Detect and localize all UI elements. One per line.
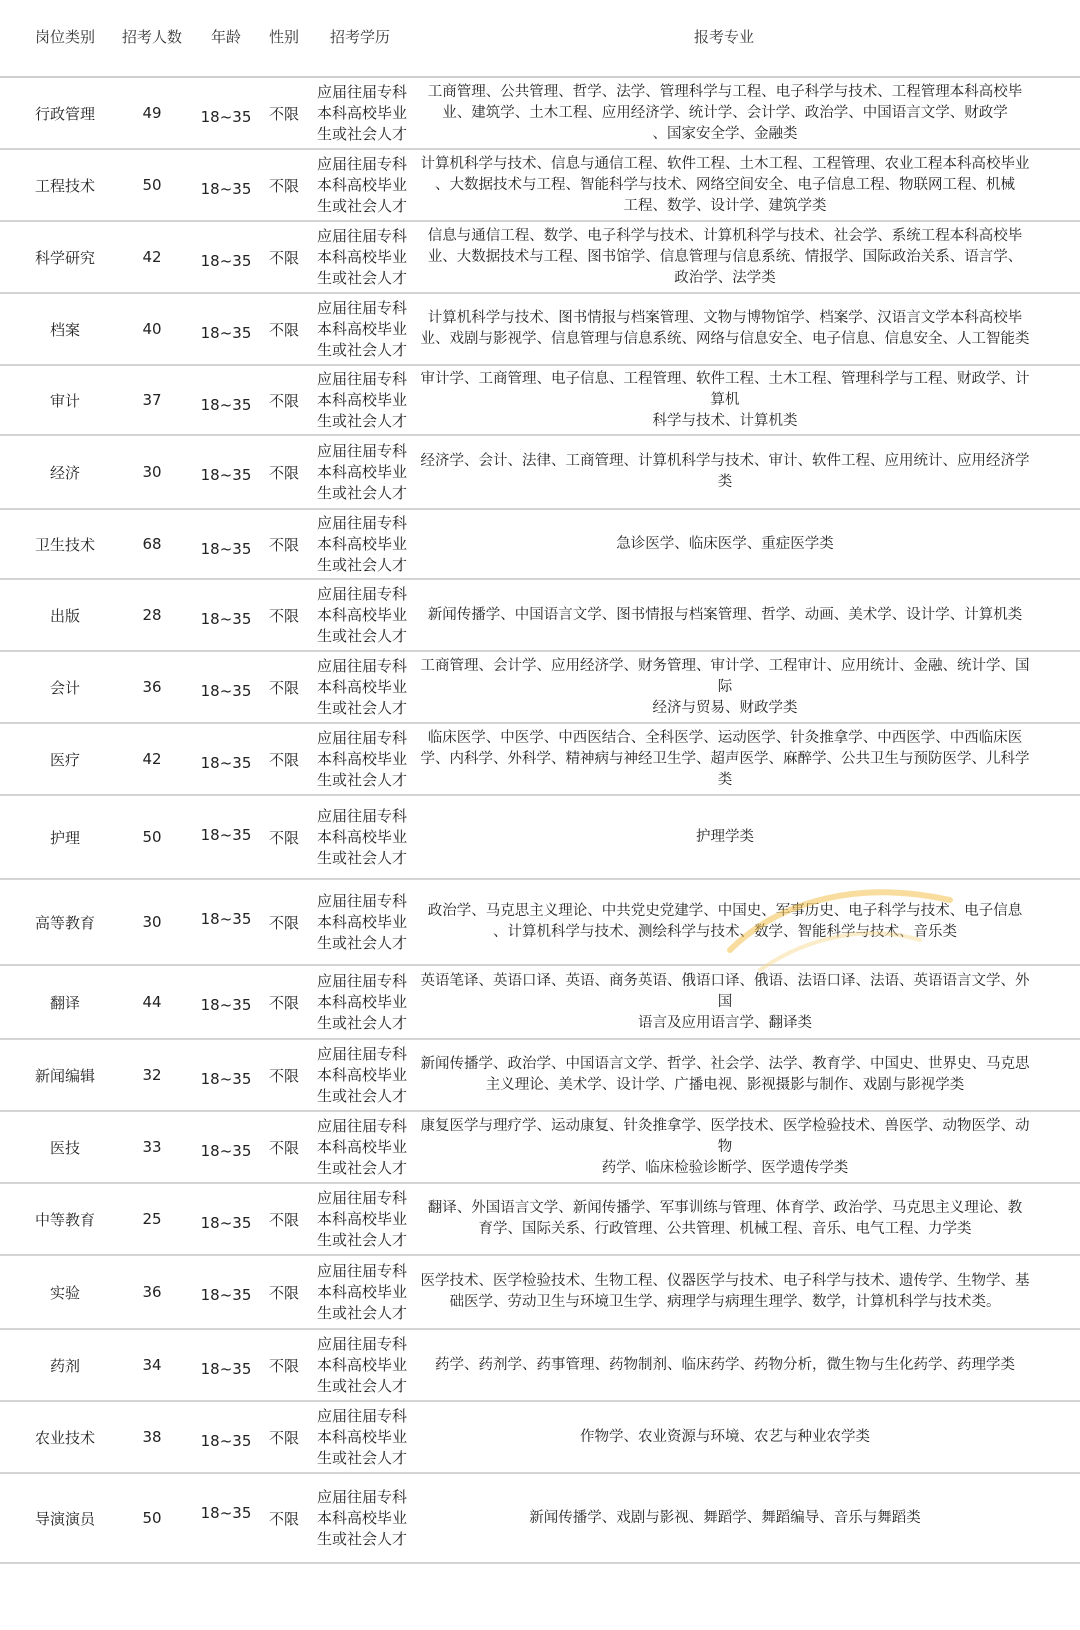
- cell-education: [312, 294, 412, 364]
- table-row: [0, 294, 1080, 366]
- education-text: 应届往届专科 本科高校毕业 生或社会人才: [316, 298, 407, 359]
- table-row: [0, 78, 1080, 150]
- cell-major: [418, 150, 1032, 220]
- major-text: 作物学、农业资源与环境、农艺与种业农学类: [580, 1428, 870, 1445]
- major-text: 药学、药剂学、药事管理、药物制剂、临床药学、药物分析，微生物与生化药学、药理学类: [435, 1356, 1015, 1373]
- cell-education: [312, 1402, 412, 1472]
- cell-type: 高等教育: [34, 913, 95, 932]
- cell-age: 18~35: [200, 252, 252, 270]
- cell-gender: 不限: [268, 1138, 299, 1157]
- cell-gender: 不限: [268, 678, 299, 697]
- cell-age: 18~35: [200, 996, 252, 1014]
- cell-education: [312, 580, 412, 650]
- cell-education: [312, 222, 412, 292]
- cell-count: 34: [142, 1356, 162, 1374]
- cell-type: 经济: [49, 463, 80, 482]
- cell-education: [312, 1184, 412, 1254]
- header-major: 报考专业: [693, 28, 754, 46]
- cell-major: [418, 1402, 1032, 1472]
- cell-count: 50: [142, 828, 162, 846]
- table-row: [0, 796, 1080, 880]
- cell-major: [418, 1330, 1032, 1400]
- cell-age: 18~35: [200, 1214, 252, 1232]
- cell-type: 农业技术: [34, 1428, 95, 1447]
- cell-count: 33: [142, 1138, 162, 1156]
- cell-major: [418, 1184, 1032, 1254]
- cell-gender: 不限: [268, 1066, 299, 1085]
- major-text: 计算机科学与技术、图书情报与档案管理、文物与博物馆学、档案学、汉语言文学本科高校毕 业、戏剧与影视学、信息管理与信息系统、网络与信息安全、电子信息、信息安全、人工智能类: [420, 310, 1030, 347]
- major-text: 翻译、外国语言文学、新闻传播学、军事训练与管理、体育学、政治学、马克思主义理论、教 育学、国际关系、行政管理、公共管理、机械工程、音乐、电气工程、力学类: [427, 1200, 1023, 1237]
- cell-age: 18~35: [200, 1070, 252, 1088]
- major-text: 康复医学与理疗学、运动康复、针灸推拿学、医学技术、医学检验技术、兽医学、动物医学、动物 药学、临床检验诊断学、医学遗传学类: [420, 1117, 1030, 1176]
- education-text: 应届往届专科 本科高校毕业 生或社会人才: [316, 1116, 407, 1177]
- cell-type: 中等教育: [34, 1210, 95, 1229]
- cell-type: 工程技术: [34, 176, 95, 195]
- cell-education: [312, 1112, 412, 1182]
- cell-age: 18~35: [200, 910, 252, 928]
- table-row: [0, 1330, 1080, 1402]
- cell-count: 30: [142, 913, 162, 931]
- cell-education: [312, 366, 412, 434]
- cell-type: 翻译: [49, 993, 80, 1012]
- major-text: 工商管理、公共管理、哲学、法学、管理科学与工程、电子科学与技术、工程管理本科高校毕 业、建筑学、土木工程、应用经济学、统计学、会计学、政治学、中国语言文学、财政学 、国家安全学、金融类: [427, 83, 1023, 142]
- cell-gender: 不限: [268, 248, 299, 267]
- cell-count: 36: [142, 1283, 162, 1301]
- cell-count: 50: [142, 1509, 162, 1527]
- cell-gender: 不限: [268, 993, 299, 1012]
- cell-gender: 不限: [268, 913, 299, 932]
- cell-age: 18~35: [200, 826, 252, 844]
- cell-major: [418, 1112, 1032, 1182]
- cell-gender: 不限: [268, 1210, 299, 1229]
- cell-education: [312, 150, 412, 220]
- education-text: 应届往届专科 本科高校毕业 生或社会人才: [316, 82, 407, 143]
- header-education: 招考学历: [329, 28, 390, 46]
- cell-major: [418, 436, 1032, 508]
- cell-count: 30: [142, 463, 162, 481]
- cell-count: 32: [142, 1066, 162, 1084]
- cell-count: 50: [142, 176, 162, 194]
- cell-major: [418, 580, 1032, 650]
- cell-major: [418, 880, 1032, 964]
- table-row: [0, 1402, 1080, 1474]
- table-row: [0, 150, 1080, 222]
- cell-major: [418, 1040, 1032, 1110]
- major-text: 政治学、马克思主义理论、中共党史党建学、中国史、军事历史、电子科学与技术、电子信息 、计算机科学与技术、测绘科学与技术、数学、智能科学与技术、音乐类: [427, 903, 1023, 940]
- major-text: 护理学类: [696, 828, 754, 845]
- cell-age: 18~35: [200, 108, 252, 126]
- education-text: 应届往届专科 本科高校毕业 生或社会人才: [316, 1406, 407, 1467]
- table-row: [0, 880, 1080, 966]
- table-row: [0, 1040, 1080, 1112]
- cell-count: 28: [142, 606, 162, 624]
- cell-gender: 不限: [268, 320, 299, 339]
- cell-education: [312, 1040, 412, 1110]
- cell-type: 卫生技术: [34, 535, 95, 554]
- cell-type: 科学研究: [34, 248, 95, 267]
- cell-education: [312, 510, 412, 578]
- major-text: 审计学、工商管理、电子信息、工程管理、软件工程、土木工程、管理科学与工程、财政学、计算机 科学与技术、计算机类: [420, 370, 1030, 429]
- cell-major: [418, 652, 1032, 722]
- cell-count: 38: [142, 1428, 162, 1446]
- table-row: [0, 724, 1080, 796]
- cell-gender: 不限: [268, 1356, 299, 1375]
- cell-type: 医疗: [49, 750, 80, 769]
- cell-major: [418, 966, 1032, 1038]
- cell-age: 18~35: [200, 682, 252, 700]
- education-text: 应届往届专科 本科高校毕业 生或社会人才: [316, 1334, 407, 1395]
- table-row: [0, 1184, 1080, 1256]
- cell-age: 18~35: [200, 324, 252, 342]
- cell-count: 40: [142, 320, 162, 338]
- cell-type: 实验: [49, 1283, 80, 1302]
- cell-count: 25: [142, 1210, 162, 1228]
- education-text: 应届往届专科 本科高校毕业 生或社会人才: [316, 1044, 407, 1105]
- major-text: 医学技术、医学检验技术、生物工程、仪器医学与技术、电子科学与技术、遗传学、生物学、基 础医学、劳动卫生与环境卫生学、病理学与病理生理学、数学，计算机科学与技术类。: [420, 1273, 1030, 1310]
- cell-education: [312, 1474, 412, 1562]
- cell-age: 18~35: [200, 1360, 252, 1378]
- cell-type: 医技: [49, 1138, 80, 1157]
- education-text: 应届往届专科 本科高校毕业 生或社会人才: [316, 806, 407, 867]
- table-row: [0, 510, 1080, 580]
- cell-age: 18~35: [200, 396, 252, 414]
- education-text: 应届往届专科 本科高校毕业 生或社会人才: [316, 1261, 407, 1322]
- major-text: 临床医学、中医学、中西医结合、全科医学、运动医学、针灸推拿学、中西医学、中西临床医 学、内科学、外科学、精神病与神经卫生学、超声医学、麻醉学、公共卫生与预防医学、儿科学 类: [420, 729, 1030, 788]
- cell-count: 68: [142, 535, 162, 553]
- table-row: [0, 1256, 1080, 1330]
- cell-gender: 不限: [268, 606, 299, 625]
- cell-gender: 不限: [268, 1509, 299, 1528]
- education-text: 应届往届专科 本科高校毕业 生或社会人才: [316, 656, 407, 717]
- cell-age: 18~35: [200, 180, 252, 198]
- cell-major: [418, 510, 1032, 578]
- cell-age: 18~35: [200, 610, 252, 628]
- cell-type: 行政管理: [34, 104, 95, 123]
- education-text: 应届往届专科 本科高校毕业 生或社会人才: [316, 1487, 407, 1548]
- table-row: [0, 366, 1080, 436]
- cell-gender: 不限: [268, 750, 299, 769]
- cell-major: [418, 1256, 1032, 1328]
- cell-type: 审计: [49, 391, 80, 410]
- cell-gender: 不限: [268, 104, 299, 123]
- education-text: 应届往届专科 本科高校毕业 生或社会人才: [316, 369, 407, 430]
- cell-age: 18~35: [200, 1142, 252, 1160]
- major-text: 新闻传播学、政治学、中国语言文学、哲学、社会学、法学、教育学、中国史、世界史、马克思 主义理论、美术学、设计学、广播电视、影视摄影与制作、戏剧与影视学类: [420, 1056, 1030, 1093]
- cell-type: 新闻编辑: [34, 1066, 95, 1085]
- education-text: 应届往届专科 本科高校毕业 生或社会人才: [316, 1188, 407, 1249]
- table-row: [0, 580, 1080, 652]
- cell-education: [312, 796, 412, 878]
- cell-major: [418, 222, 1032, 292]
- major-text: 急诊医学、临床医学、重症医学类: [616, 535, 834, 552]
- table-row: [0, 652, 1080, 724]
- cell-type: 会计: [49, 678, 80, 697]
- education-text: 应届往届专科 本科高校毕业 生或社会人才: [316, 441, 407, 502]
- cell-education: [312, 1256, 412, 1328]
- cell-age: 18~35: [200, 754, 252, 772]
- cell-major: [418, 78, 1032, 148]
- cell-education: [312, 1330, 412, 1400]
- cell-count: 36: [142, 678, 162, 696]
- table-row: [0, 1112, 1080, 1184]
- cell-type: 护理: [49, 828, 80, 847]
- cell-age: 18~35: [200, 1432, 252, 1450]
- cell-count: 37: [142, 391, 162, 409]
- cell-age: 18~35: [200, 1504, 252, 1522]
- education-text: 应届往届专科 本科高校毕业 生或社会人才: [316, 513, 407, 574]
- cell-education: [312, 966, 412, 1038]
- header-type: 岗位类别: [34, 28, 95, 46]
- education-text: 应届往届专科 本科高校毕业 生或社会人才: [316, 891, 407, 952]
- cell-major: [418, 724, 1032, 794]
- cell-education: [312, 724, 412, 794]
- major-text: 工商管理、会计学、应用经济学、财务管理、审计学、工程审计、应用统计、金融、统计学、国际 经济与贸易、财政学类: [420, 657, 1030, 716]
- header-count: 招考人数: [121, 28, 182, 46]
- education-text: 应届往届专科 本科高校毕业 生或社会人才: [316, 971, 407, 1032]
- major-text: 经济学、会计、法律、工商管理、计算机科学与技术、审计、软件工程、应用统计、应用经济学 类: [420, 453, 1030, 490]
- cell-major: [418, 366, 1032, 434]
- cell-type: 导演演员: [34, 1509, 95, 1528]
- cell-major: [418, 796, 1032, 878]
- cell-gender: 不限: [268, 176, 299, 195]
- table-row: [0, 222, 1080, 294]
- major-text: 新闻传播学、中国语言文学、图书情报与档案管理、哲学、动画、美术学、设计学、计算机类: [427, 606, 1023, 623]
- major-text: 英语笔译、英语口译、英语、商务英语、俄语口译、俄语、法语口译、法语、英语语言文学、外国 语言及应用语言学、翻译类: [420, 972, 1030, 1031]
- table-row: [0, 1474, 1080, 1564]
- cell-type: 档案: [49, 320, 80, 339]
- table-row: [0, 436, 1080, 510]
- major-text: 新闻传播学、戏剧与影视、舞蹈学、舞蹈编导、音乐与舞蹈类: [529, 1509, 921, 1526]
- table-header-row: [0, 0, 1080, 78]
- cell-gender: 不限: [268, 1428, 299, 1447]
- major-text: 信息与通信工程、数学、电子科学与技术、计算机科学与技术、社会学、系统工程本科高校毕 业、大数据技术与工程、图书馆学、信息管理与信息系统、情报学、国际政治关系、语言学、 政治学、法学类: [427, 227, 1023, 286]
- education-text: 应届往届专科 本科高校毕业 生或社会人才: [316, 154, 407, 215]
- cell-education: [312, 652, 412, 722]
- cell-major: [418, 1474, 1032, 1562]
- cell-major: [418, 294, 1032, 364]
- cell-education: [312, 436, 412, 508]
- cell-age: 18~35: [200, 540, 252, 558]
- cell-count: 49: [142, 104, 162, 122]
- cell-gender: 不限: [268, 535, 299, 554]
- header-age: 年龄: [210, 28, 241, 46]
- cell-age: 18~35: [200, 466, 252, 484]
- header-gender: 性别: [268, 28, 299, 46]
- cell-education: [312, 880, 412, 964]
- cell-gender: 不限: [268, 1283, 299, 1302]
- cell-gender: 不限: [268, 463, 299, 482]
- education-text: 应届往届专科 本科高校毕业 生或社会人才: [316, 584, 407, 645]
- major-text: 计算机科学与技术、信息与通信工程、软件工程、土木工程、工程管理、农业工程本科高校毕业 、大数据技术与工程、智能科学与技术、网络空间安全、电子信息工程、物联网工程、机械 工程、数学、设计学、建筑学类: [420, 155, 1030, 214]
- cell-count: 44: [142, 993, 162, 1011]
- cell-education: [312, 78, 412, 148]
- cell-gender: 不限: [268, 828, 299, 847]
- cell-count: 42: [142, 248, 162, 266]
- cell-count: 42: [142, 750, 162, 768]
- education-text: 应届往届专科 本科高校毕业 生或社会人才: [316, 728, 407, 789]
- cell-type: 药剂: [49, 1356, 80, 1375]
- education-text: 应届往届专科 本科高校毕业 生或社会人才: [316, 226, 407, 287]
- cell-gender: 不限: [268, 391, 299, 410]
- cell-age: 18~35: [200, 1286, 252, 1304]
- cell-type: 出版: [49, 606, 80, 625]
- table-row: [0, 966, 1080, 1040]
